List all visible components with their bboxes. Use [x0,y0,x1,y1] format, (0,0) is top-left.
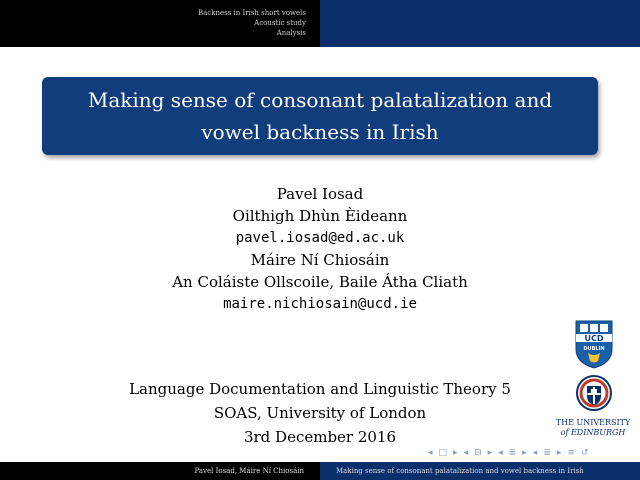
beamer-navigation-symbols [428,447,589,459]
nav-next-section-icon[interactable]: ▸ [556,448,562,458]
ucd-logo [574,319,614,369]
nav-prev-slide-icon[interactable]: ◂ [428,448,433,458]
header-left [0,0,320,47]
nav-section-icon[interactable]: ≣ [543,448,551,458]
nav-prev-section-icon[interactable]: ◂ [532,448,538,458]
nav-subsection-icon[interactable]: ≣ [508,448,517,458]
title-box [42,77,598,155]
nav-item-backness[interactable]: Backness in Irish short vowels [197,9,306,17]
edinburgh-line2: of EDINBURGH [560,428,626,437]
author-email[interactable]: maire.nichiosain@ucd.ie [223,296,417,312]
nav-next-slide-icon[interactable]: ▸ [453,448,458,458]
header-bar [0,0,640,47]
author-block [0,183,640,315]
nav-frame-icon[interactable]: ⊟ [474,448,482,458]
author-email[interactable]: pavel.iosad@ed.ac.uk [235,230,405,246]
conference-name: Language Documentation and Linguistic Theory 5 [129,380,511,398]
presentation-title: Making sense of consonant palatalization and vowel backness in Irish [87,88,553,144]
nav-search-icon[interactable]: ↺ [580,448,589,458]
presentation-date: 3rd December 2016 [243,428,397,446]
header-right [320,0,640,47]
footer-bar [0,462,640,480]
venue: SOAS, University of London [213,404,427,422]
author-institution: Oilthigh Dhùn Èideann [232,207,408,225]
nav-prev-subsection-icon[interactable]: ◂ [498,448,503,458]
section-navigation [198,8,306,38]
nav-slide-icon[interactable]: □ [438,448,448,458]
footer-title: Making sense of consonant palatalization and vowel backness in Irish [320,462,640,480]
ucd-logo-text: UCD [584,334,604,343]
nav-next-subsection-icon[interactable]: ▸ [522,448,527,458]
nav-prev-frame-icon[interactable]: ◂ [463,448,469,458]
edinburgh-name [548,418,638,438]
nav-next-frame-icon[interactable]: ▸ [487,448,493,458]
event-block [0,377,640,449]
nav-align-icon[interactable]: ≡ [567,448,575,458]
ucd-logo-subtext: DUBLIN [583,346,605,352]
footer-authors: Pavel Iosad, Máire Ní Chiosáin [0,462,320,480]
edinburgh-line1: THE UNIVERSITY [555,418,631,427]
nav-item-analysis[interactable]: Analysis [276,29,306,37]
nav-item-acoustic-study[interactable]: Acoustic study [254,19,306,27]
author-institution: An Coláiste Ollscoile, Baile Átha Cliath [172,273,468,291]
author-name: Máire Ní Chiosáin [250,251,390,269]
author-name: Pavel Iosad [276,185,364,203]
edinburgh-logo [576,374,612,414]
